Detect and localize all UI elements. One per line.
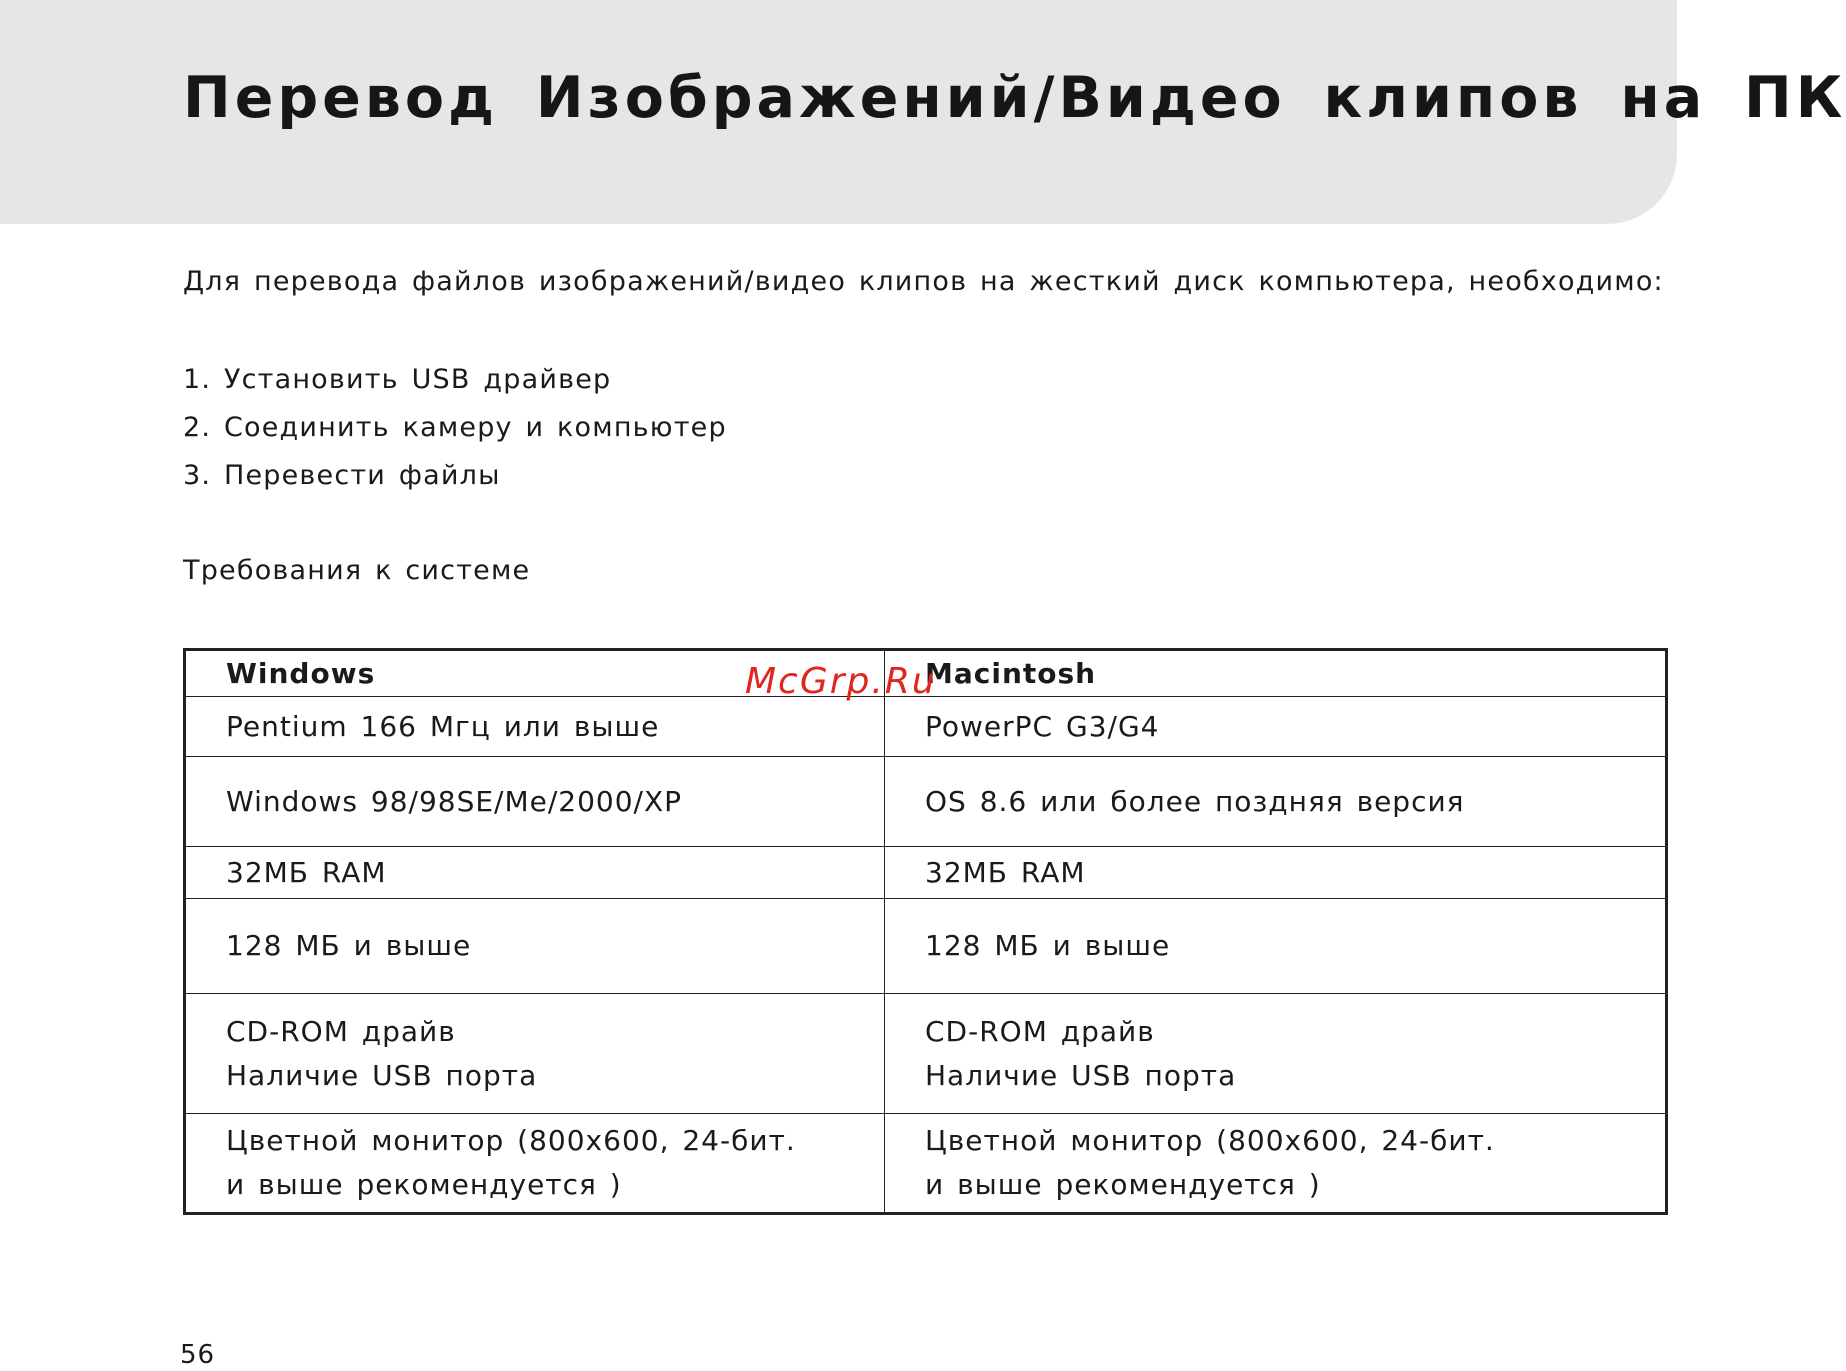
page-number: 56	[180, 1340, 216, 1370]
mac-cell	[885, 757, 1667, 847]
cell-text: OS 8.6 или более поздняя версия	[925, 784, 1465, 818]
windows-cell	[185, 994, 885, 1114]
intro-text: Для перевода файлов изображений/видео клипов на жесткий диск компьютера, необходимо:	[183, 266, 1664, 297]
cell-text: Наличие USB порта	[925, 1058, 1237, 1092]
cell-text: Цветной монитор (800x600, 24-бит.	[925, 1124, 1495, 1157]
table-row	[185, 697, 1667, 757]
mac-cell	[885, 1114, 1667, 1214]
cell-text: 128 МБ и выше	[226, 929, 472, 962]
cell-text: 128 МБ и выше	[925, 929, 1171, 962]
cell-text: PowerPC G3/G4	[925, 709, 1160, 743]
windows-cell	[185, 1114, 885, 1214]
watermark: McGrp.Ru	[745, 661, 937, 702]
windows-cell	[185, 757, 885, 847]
table-row	[185, 1114, 1667, 1214]
requirements-heading: Требования к системе	[183, 555, 531, 586]
cell-text: 32МБ RAM	[925, 855, 1086, 889]
cell-text: Pentium 166 Мгц или выше	[226, 709, 660, 743]
cell-text: Windows 98/98SE/Me/2000/XP	[226, 784, 683, 818]
mac-cell	[885, 994, 1667, 1114]
cell-text: Цветной монитор (800x600, 24-бит.	[226, 1124, 796, 1157]
step-item: 3. Перевести файлы	[183, 460, 501, 491]
requirements-table	[183, 648, 1668, 1215]
cell-text: CD-ROM драйв	[925, 1014, 1155, 1048]
cell-text: 32МБ RAM	[226, 855, 387, 889]
table-row	[185, 994, 1667, 1114]
steps-list	[183, 365, 727, 509]
step-item: 2. Соединить камеру и компьютер	[183, 412, 727, 443]
table-row	[185, 847, 1667, 899]
page-title: Перевод Изображений/Видео клипов на ПК	[183, 65, 1846, 131]
cell-text: CD-ROM драйв	[226, 1014, 456, 1048]
windows-cell	[185, 899, 885, 994]
step-item: 1. Установить USB драйвер	[183, 364, 612, 395]
mac-cell	[885, 847, 1667, 899]
column-header-macintosh: Macintosh	[885, 650, 1667, 697]
cell-text: и выше рекомендуется )	[925, 1168, 1321, 1201]
mac-cell	[885, 899, 1667, 994]
mac-cell	[885, 697, 1667, 757]
table-row	[185, 757, 1667, 847]
column-header-windows: Windows	[185, 650, 885, 697]
windows-cell	[185, 697, 885, 757]
cell-text: Наличие USB порта	[226, 1058, 538, 1092]
table-row	[185, 899, 1667, 994]
windows-cell	[185, 847, 885, 899]
cell-text: и выше рекомендуется )	[226, 1168, 622, 1201]
